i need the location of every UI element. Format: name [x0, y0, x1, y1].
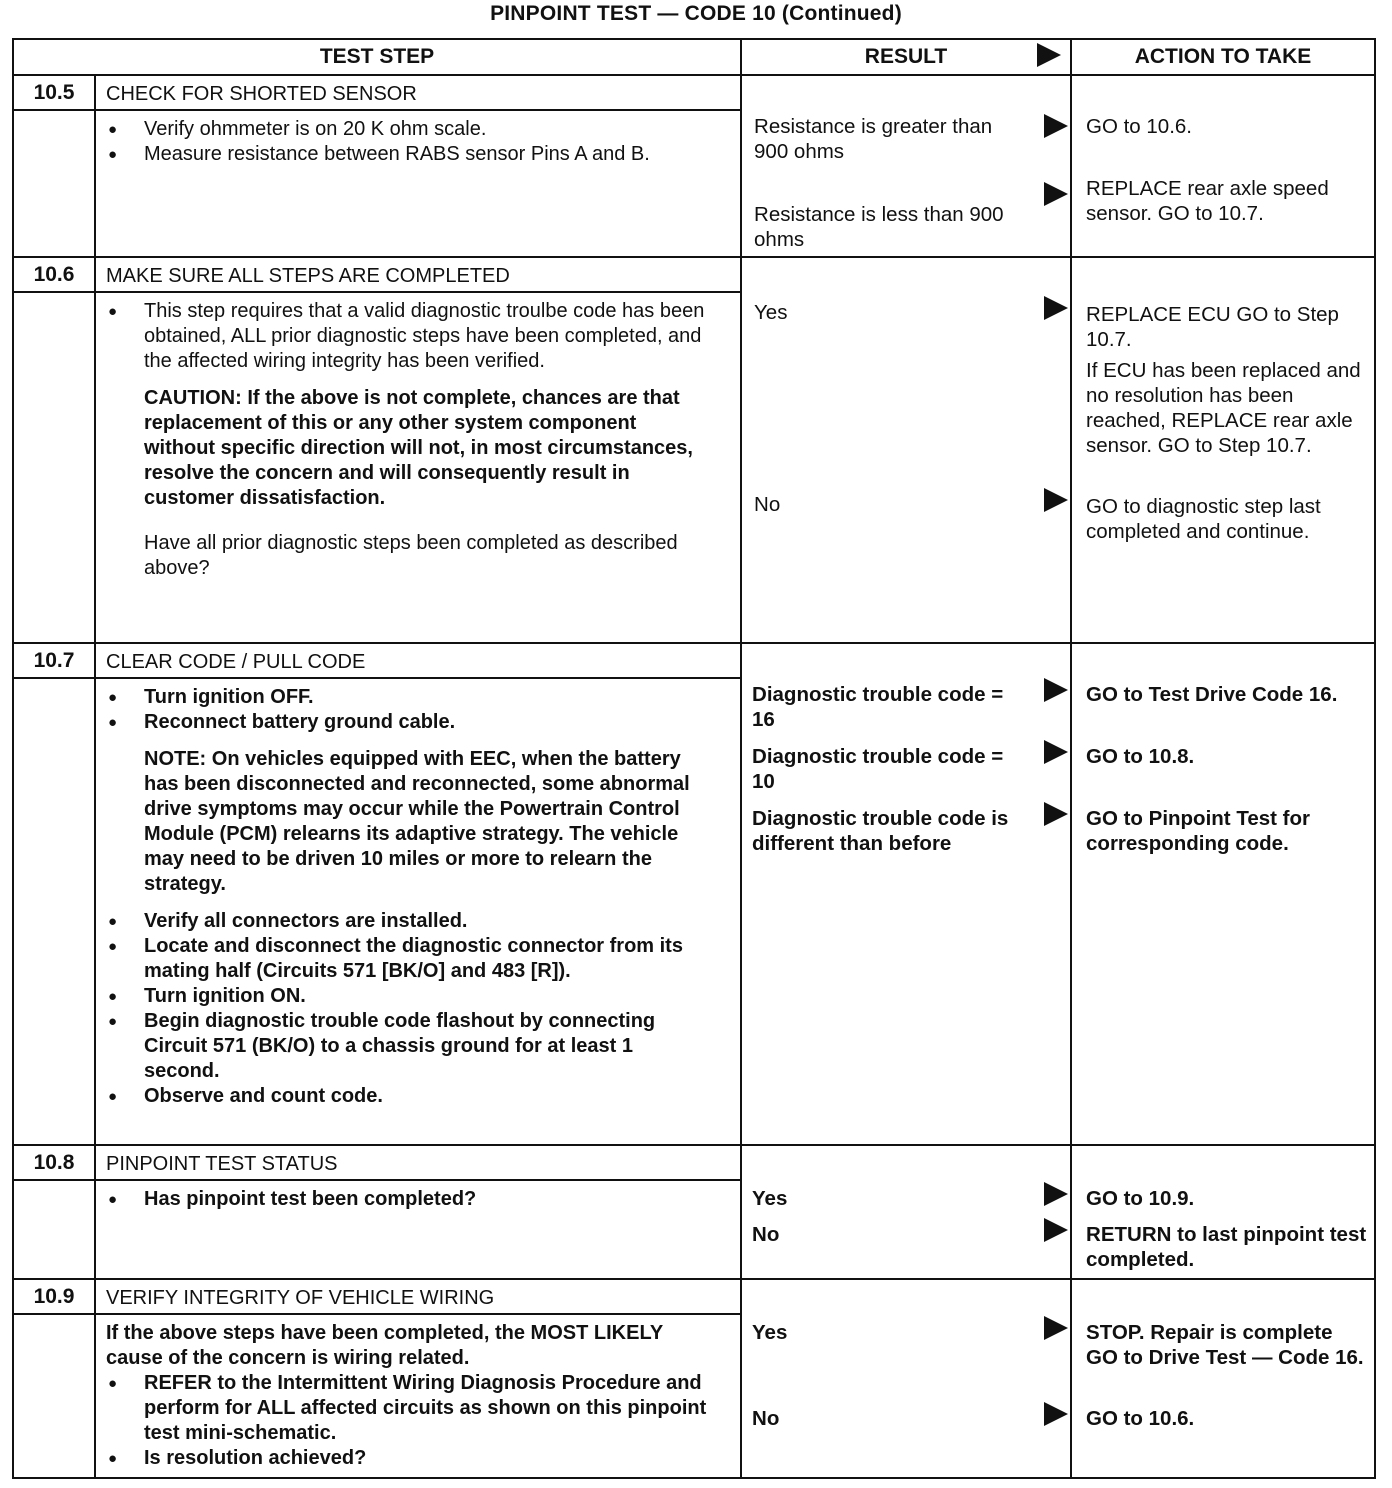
result-text: Resistance is greater than 900 ohms: [754, 115, 993, 163]
result-cell: [741, 75, 1071, 257]
arrow-icon: [1044, 802, 1068, 826]
arrow-icon: [1044, 1218, 1068, 1242]
result-text: No: [752, 1407, 780, 1430]
action-text: GO to 10.6.: [1086, 115, 1192, 138]
step-heading: CLEAR CODE / PULL CODE: [95, 643, 741, 678]
bullet-item: ● This step requires that a valid diagnostic troulbe code has been obtained, ALL prior diagnostic steps have been completed, and the affected wiring integrity has been verified.: [106, 299, 710, 374]
bullet-item: ● Locate and disconnect the diagnostic connector from its mating half (Circuits 571 [BK/O] and 483 [R]).: [106, 934, 710, 984]
result-text: No: [752, 1223, 780, 1246]
arrow-icon: [1044, 182, 1068, 206]
result-text: Yes: [752, 1187, 788, 1210]
header-action: ACTION TO TAKE: [1071, 39, 1375, 75]
bullet-item: ● Is resolution achieved?: [106, 1446, 710, 1471]
bullet-item: ● REFER to the Intermittent Wiring Diagnosis Procedure and perform for ALL affected circuits as shown on this pinpoint test mini-schematic.: [106, 1371, 710, 1446]
result-text: Yes: [754, 301, 788, 324]
step-number: 10.9: [13, 1279, 95, 1314]
bullet-item: ● Turn ignition OFF.: [106, 685, 710, 710]
bullet-item: ● Turn ignition ON.: [106, 984, 710, 1009]
page-title: PINPOINT TEST — CODE 10 (Continued): [490, 2, 902, 25]
action-text: GO to diagnostic step last completed and continue.: [1086, 495, 1321, 543]
header-test-step: TEST STEP: [13, 39, 741, 75]
step-body: [95, 1314, 741, 1478]
step-body: [95, 110, 741, 257]
bullet-item: ● Verify all connectors are installed.: [106, 909, 710, 934]
result-text: No: [754, 493, 781, 516]
bullet-item: ● Measure resistance between RABS sensor Pins A and B.: [106, 142, 710, 167]
step-body: [95, 292, 741, 643]
header-result: RESULT: [741, 39, 1071, 75]
bullet-item: ● Reconnect battery ground cable.: [106, 710, 710, 735]
action-text: RETURN to last pinpoint test completed.: [1086, 1223, 1367, 1271]
action-text: GO to 10.8.: [1086, 745, 1195, 768]
arrow-icon: [1044, 1182, 1068, 1206]
step-10-6-heading-row: [13, 257, 1375, 292]
step-heading: MAKE SURE ALL STEPS ARE COMPLETED: [95, 257, 741, 292]
result-text: Diagnostic trouble code = 16: [752, 683, 1004, 731]
intro-text: If the above steps have been completed, the MOST LIKELY cause of the concern is wiring related.: [106, 1322, 663, 1369]
action-text: GO to 10.6.: [1086, 1407, 1195, 1430]
result-text: Diagnostic trouble code = 10: [752, 745, 1004, 793]
step-heading: PINPOINT TEST STATUS: [95, 1145, 741, 1180]
result-text: Diagnostic trouble code is different than before: [752, 807, 1009, 855]
result-text: Yes: [752, 1321, 788, 1344]
pinpoint-test-table: [12, 38, 1376, 1479]
note-text: NOTE: On vehicles equipped with EEC, when the battery has been disconnected and reconnected, some abnormal drive symptoms may occur while the Powertrain Control Module (PCM) relearns its adaptive strategy. The vehicle may need to be driven 10 miles or more to relearn the strategy.: [144, 748, 690, 895]
action-text: REPLACE ECU GO to Step 10.7.: [1086, 303, 1339, 351]
caution-text: CAUTION: If the above is not complete, chances are that replacement of this or any other system component without specific direction will not, in most circumstances, resolve the concern and will consequently result in customer dissatisfaction.: [144, 387, 693, 509]
arrow-icon: [1044, 114, 1068, 138]
step-number: 10.8: [13, 1145, 95, 1180]
bullet-item: ● Verify ohmmeter is on 20 K ohm scale.: [106, 117, 710, 142]
action-cell: [1071, 1279, 1375, 1478]
action-text: REPLACE rear axle speed sensor. GO to 10.7.: [1086, 177, 1329, 225]
table-header: [13, 39, 1375, 75]
step-body: [95, 678, 741, 1145]
result-cell: [741, 257, 1071, 643]
step-10-7-heading-row: [13, 643, 1375, 678]
action-cell: [1071, 1145, 1375, 1279]
arrow-icon: [1044, 740, 1068, 764]
action-text: If ECU has been replaced and no resolution has been reached, REPLACE rear axle sensor. GO to Step 10.7.: [1086, 359, 1361, 457]
arrow-icon: [1044, 678, 1068, 702]
step-heading: CHECK FOR SHORTED SENSOR: [95, 75, 741, 110]
result-text: Resistance is less than 900 ohms: [754, 203, 1004, 251]
action-cell: [1071, 643, 1375, 1145]
step-10-5-heading-row: [13, 75, 1375, 110]
step-10-8-heading-row: [13, 1145, 1375, 1180]
step-number: 10.7: [13, 643, 95, 678]
step-body: [95, 1180, 741, 1279]
step-heading: VERIFY INTEGRITY OF VEHICLE WIRING: [95, 1279, 741, 1314]
bullet-item: ● Observe and count code.: [106, 1084, 710, 1109]
arrow-icon: [1044, 488, 1068, 512]
result-cell: [741, 643, 1071, 1145]
arrow-icon: [1044, 1316, 1068, 1340]
action-cell: [1071, 257, 1375, 643]
result-cell: [741, 1145, 1071, 1279]
step-number: 10.6: [13, 257, 95, 292]
step-number: 10.5: [13, 75, 95, 110]
action-text: STOP. Repair is complete GO to Drive Test — Code 16.: [1086, 1321, 1364, 1369]
result-cell: [741, 1279, 1071, 1478]
bullet-item: ● Has pinpoint test been completed?: [106, 1187, 710, 1212]
step-10-9-heading-row: [13, 1279, 1375, 1314]
action-text: GO to Test Drive Code 16.: [1086, 683, 1338, 706]
arrow-icon: [1044, 296, 1068, 320]
action-text: GO to Pinpoint Test for corresponding code.: [1086, 807, 1310, 855]
question-text: Have all prior diagnostic steps been completed as described above?: [144, 532, 678, 579]
arrow-icon: [1044, 1402, 1068, 1426]
bullet-item: ● Begin diagnostic trouble code flashout by connecting Circuit 571 (BK/O) to a chassis ground for at least 1 second.: [106, 1009, 710, 1084]
action-cell: [1071, 75, 1375, 257]
action-text: GO to 10.9.: [1086, 1187, 1195, 1210]
